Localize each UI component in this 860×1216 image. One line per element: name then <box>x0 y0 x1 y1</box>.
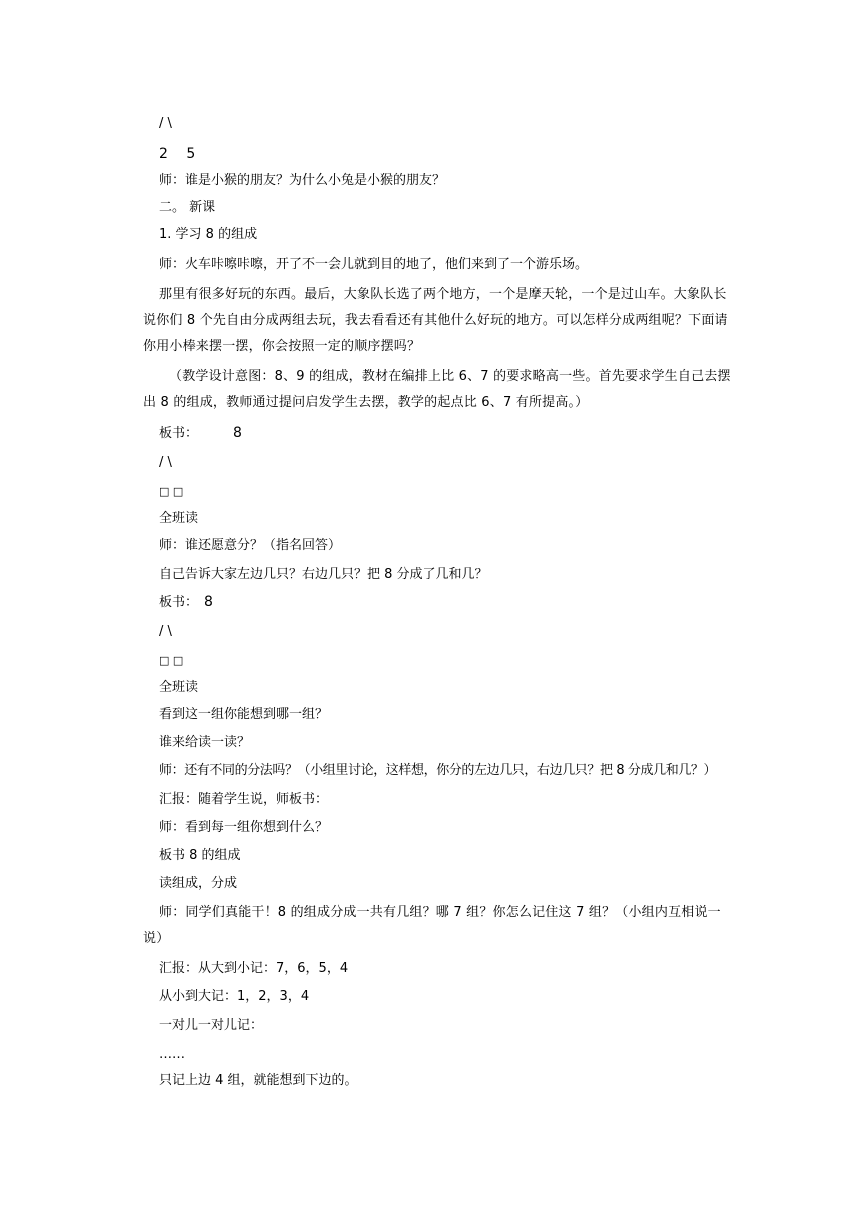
text-line: 谁来给读一读？ <box>159 735 251 750</box>
text-line: 板书 8 的组成 <box>159 848 241 863</box>
design-intent-paragraph <box>143 364 735 416</box>
text-line: 师：火车咔嚓咔嚓，开了不一会儿就到目的地了，他们来到了一个游乐场。 <box>159 257 589 272</box>
section-heading: 二。 新课 <box>159 200 216 215</box>
blackboard-label: 板书： <box>159 595 199 610</box>
text-line: / \ <box>159 455 172 470</box>
blackboard-number: 8 <box>204 594 213 610</box>
paragraph <box>143 900 735 952</box>
text-line: 只记上边 4 组，就能想到下边的。 <box>159 1073 358 1088</box>
text-line: 汇报：从大到小记：7，6，5，4 <box>159 961 349 976</box>
text-line: / \ <box>159 116 172 131</box>
text-line: 读组成，分成 <box>159 876 238 891</box>
blackboard-number: 8 <box>233 425 242 441</box>
paragraph-text: 那里有很多好玩的东西。最后，大象队长选了两个地方，一个是摩天轮，一个是过山车。大象队长说你们 8 个先自由分成两组去玩，我去看看还有其他什么好玩的地方。可以怎样分成两组呢？下面请你用小棒来摆一摆，你会按照一定的顺序摆吗？ <box>143 287 728 354</box>
text-line: 一对儿一对儿记： <box>159 1018 264 1033</box>
text-line: 师：谁是小猴的朋友？为什么小兔是小猴的朋友？ <box>159 173 446 188</box>
text-line: …… <box>159 1047 185 1062</box>
text-line: 自己告诉大家左边几只？右边几只？把 8 分成了几和几？ <box>159 567 488 582</box>
blackboard-label: 板书： <box>159 426 199 441</box>
text-line: / \ <box>159 624 172 639</box>
paragraph <box>143 282 735 360</box>
text-line: 全班读 <box>159 680 199 695</box>
text-line: 师：谁还愿意分？（指名回答） <box>159 538 342 553</box>
text-line: 从小到大记：1，2，3，4 <box>159 989 310 1004</box>
text-line: 师：还有不同的分法吗？（小组里讨论，这样想，你分的左边几只，右边几只？把 8 分成几和几？） <box>159 763 717 778</box>
paragraph-text: （教学设计意图：8、9 的组成，教材在编排上比 6、7 的要求略高一些。首先要求学生自己去摆出 8 的组成，教师通过提问启发学生去摆，教学的起点比 6、7 有所提高。） <box>143 369 731 410</box>
blank-boxes: □ □ <box>159 485 184 498</box>
paragraph-text: 师：同学们真能干！8 的组成分成一共有几组？哪 7 组？你怎么记住这 7 组？（小组内互相说一说） <box>143 905 721 946</box>
text-line: 全班读 <box>159 511 199 526</box>
text-line: 师：看到每一组你想到什么？ <box>159 820 329 835</box>
text-line: 看到这一组你能想到哪一组？ <box>159 707 329 722</box>
blank-boxes: □ □ <box>159 654 184 667</box>
text-line: 2 5 <box>159 146 196 162</box>
subsection-heading: 1. 学习 8 的组成 <box>159 227 258 242</box>
text-line: 汇报：随着学生说，师板书： <box>159 792 329 807</box>
